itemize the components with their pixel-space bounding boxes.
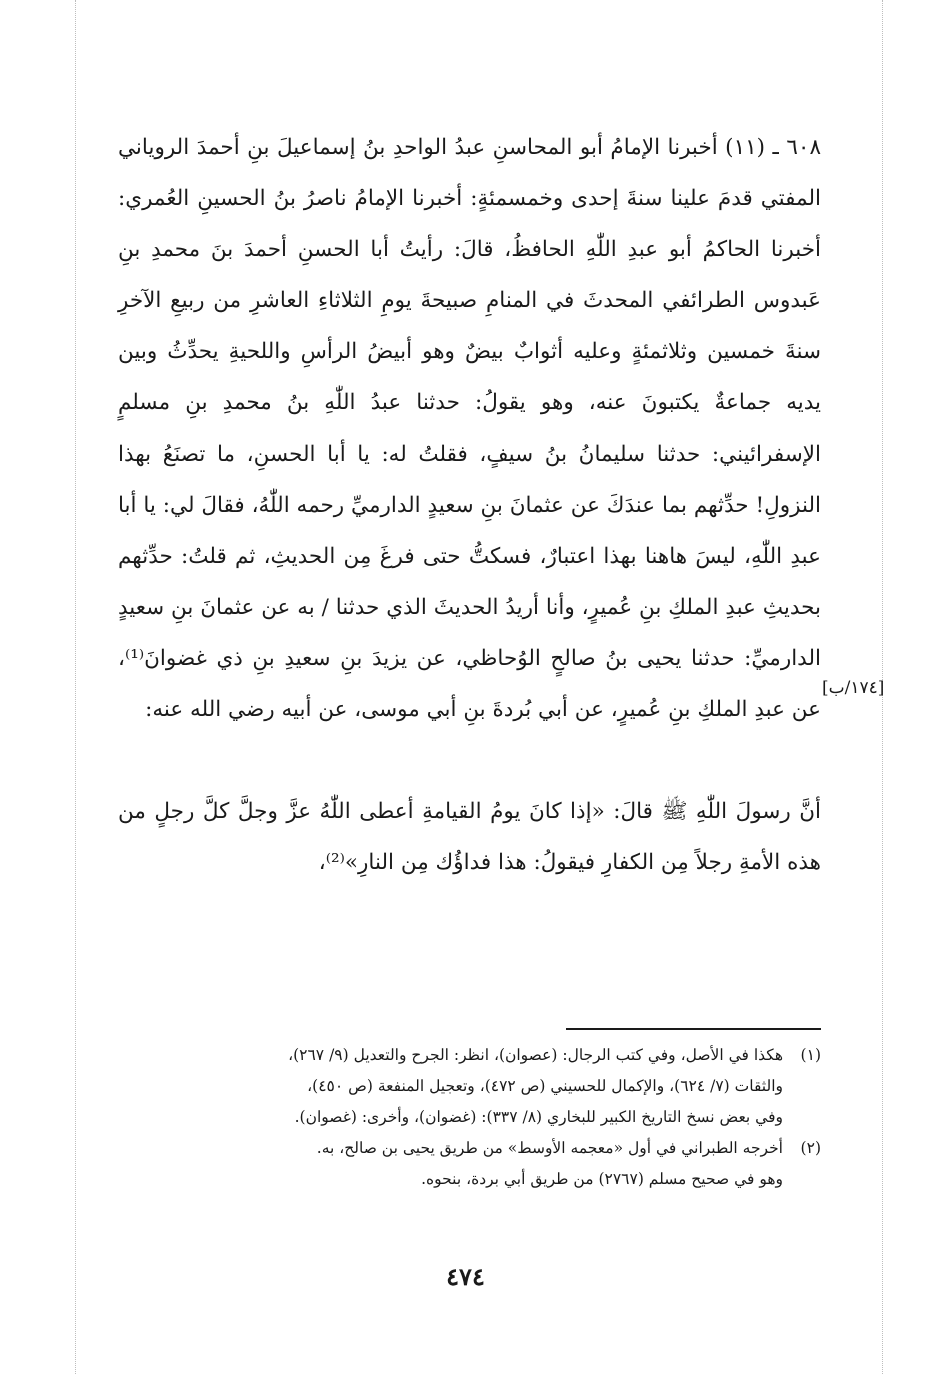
footnote-2 [118, 1133, 821, 1195]
footnote-line: والثقات (٧/ ٦٢٤)، والإكمال للحسيني (ص ٤٧٢)، وتعجيل المنفعة (ص ٤٥٠)، [307, 1077, 783, 1095]
footnote-text [118, 1133, 783, 1195]
footnote-line: وفي بعض نسخ التاريخ الكبير للبخاري (٨/ ٣٣٧): (غضوان)، وأخرى: (غصوان). [294, 1108, 783, 1126]
footnote-number: (٢) [800, 1139, 821, 1157]
hadith-paragraph: ٦٠٨ ـ (١١) أخبرنا الإمامُ أبو المحاسنِ عبدُ الواحدِ بنُ إسماعيلَ بنِ أحمدَ الروياني المفتي قدمَ علينا سنةَ إحدى وخمسمئةٍ: أخبرنا الإمامُ ناصرُ بنُ الحسينِ العُمري: أخبرنا الحاكمُ أبو عبدِ اللّٰهِ الحافظُ، قالَ: رأيتُ أبا الحسنِ أحمدَ بنَ محمدِ بنِ عَبدوس الطرائفي المحدثَ في المنامِ صبيحةَ يومِ الثلاثاءِ العاشرِ من ربيعِ الآخرِ سنةَ خمسين وثلاثمئةٍ وعليه أثوابٌ بيضٌ وهو أبيضُ الرأسِ واللحيةِ يحدِّثُ وبين يديه جماعةٌ يكتبونَ عنه، وهو يقولُ: حدثنا عبدُ اللّٰهِ بنُ محمدِ بنِ مسلمٍ الإسفرائيني: حدثنا سليمانُ بنُ سيفٍ، فقلتُ له: يا أبا الحسنِ، ما تصنَعُ بهذا النزولِ! حدِّثهم بما عندَكَ عن عثمانَ بنِ سعيدٍ الدارميِّ رحمه اللّٰهُ، فقالَ لي: يا أبا عبدِ اللّٰهِ، ليسَ هاهنا بهذا اعتبارٌ، فسكتُّ حتى فرغَ مِن الحديثِ، ثم قلتُ: حدِّثهم بحديثِ عبدِ الملكِ بنِ عُميرٍ، وأنا أريدُ الحديثَ الذي حدثنا / به عن عثمانَ بنِ سعيدٍ الدارميِّ: حدثنا يحيى بنُ صالحٍ الوُحاظي، عن يزيدَ بنِ سعيدِ بنِ ذي غضوانَ⁽¹⁾، عن عبدِ الملكِ بنِ عُميرٍ، عن أبي بُردةَ بنِ أبي موسى، عن أبيه رضي الله عنه: [118, 135, 821, 723]
scan-edge-left [75, 0, 76, 1374]
manuscript-folio-marker: [١٧٤/ب] [822, 678, 885, 698]
footnote-separator [566, 1028, 821, 1030]
footnote-line: أخرجه الطبراني في أول «معجمه الأوسط» من طريق يحيى بن صالح، به. [316, 1139, 783, 1157]
main-text [118, 122, 821, 888]
footnote-text [118, 1040, 783, 1133]
footnote-line: وهو في صحيح مسلم (٢٧٦٧) من طريق أبي بردة، بنحوه. [421, 1170, 783, 1188]
footnotes [118, 1040, 821, 1195]
page-number: ٤٧٤ [446, 1262, 485, 1291]
footnote-number: (١) [800, 1046, 821, 1064]
hadith-matn-paragraph: أنَّ رسولَ اللّٰهِ ﷺ قالَ: «إذا كانَ يومُ القيامةِ أعطى اللّٰهُ عزَّ وجلَّ كلَّ رجلٍ من هذه الأمةِ رجلاً مِن الكفارِ فيقولُ: هذا فداؤُك مِن النارِ»⁽²⁾، [118, 799, 821, 876]
footnote-line: هكذا في الأصل، وفي كتب الرجال: (عصوان)، انظر: الجرح والتعديل (٩/ ٢٦٧)، [288, 1046, 783, 1064]
footnote-1 [118, 1040, 821, 1133]
